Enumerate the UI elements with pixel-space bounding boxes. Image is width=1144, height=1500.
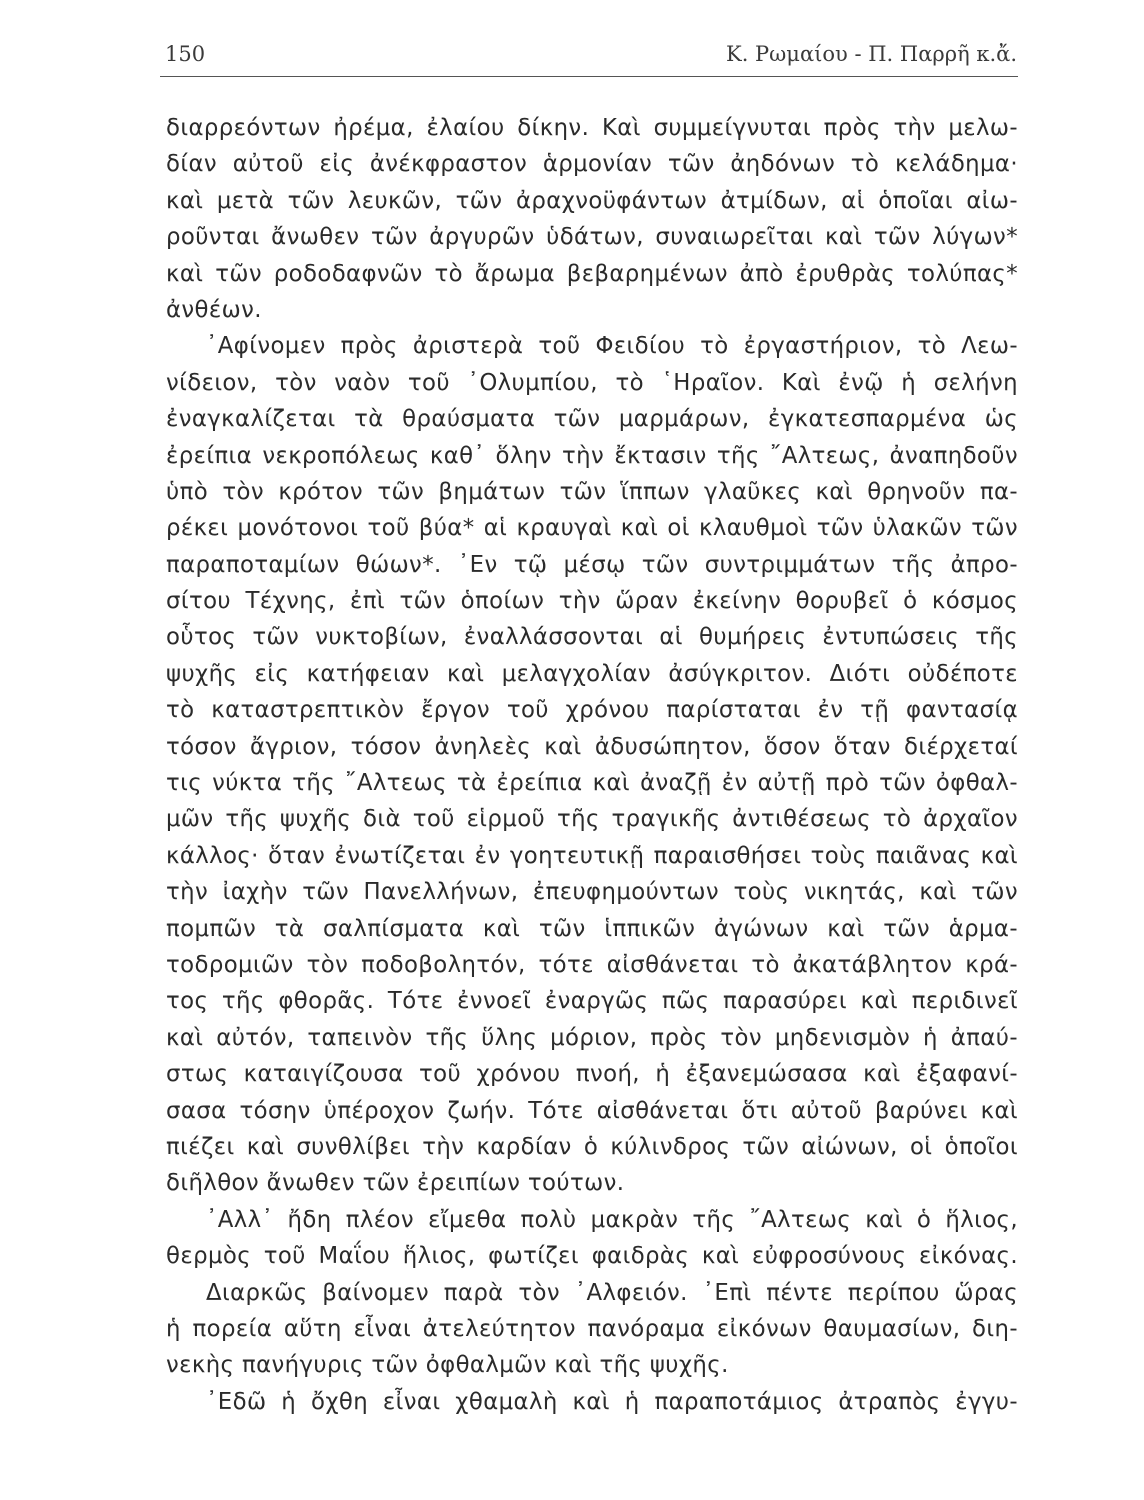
text-line: παραποταμίων θώων*. ᾿Εν τῷ μέσῳ τῶν συντριμμάτων τῆς ἀπρο- <box>166 551 1018 578</box>
text-line: νεκὴς πανήγυρις τῶν ὀφθαλμῶν καὶ τῆς ψυχῆς. <box>166 1352 729 1379</box>
running-head: Κ. Ρωμαίου - Π. Παρρῆ κ.ἄ. <box>726 42 1017 66</box>
text-line: κάλλος· ὅταν ἐνωτίζεται ἐν γοητευτικῇ παραισθήσει τοὺς παιᾶνας καὶ <box>166 842 1018 869</box>
text-line: μῶν τῆς ψυχῆς διὰ τοῦ εἱρμοῦ τῆς τραγικῆς ἀντιθέσεως τὸ ἀρχαῖον <box>166 806 1018 833</box>
text-line: οὗτος τῶν νυκτοβίων, ἐναλλάσσονται αἱ θυμήρεις ἐντυπώσεις τῆς <box>166 624 1018 651</box>
text-line: ἐρείπια νεκροπόλεως καθ᾿ ὅλην τὴν ἔκτασιν τῆς ῎Αλτεως, ἀναπηδοῦν <box>166 442 1018 469</box>
text-line: καὶ μετὰ τῶν λευκῶν, τῶν ἀραχνοϋφάντων ἀτμίδων, αἱ ὁποῖαι αἰω- <box>166 187 1018 214</box>
text-line: ψυχῆς εἰς κατήφειαν καὶ μελαγχολίαν ἀσύγκριτον. Διότι οὐδέποτε <box>166 660 1018 687</box>
text-line: καὶ τῶν ροδοδαφνῶν τὸ ἄρωμα βεβαρημένων ἀπὸ ἐρυθρὰς τολύπας* <box>166 260 1018 287</box>
text-line: ἀνθέων. <box>166 296 262 323</box>
text-line: καὶ αὐτόν, ταπεινὸν τῆς ὕλης μόριον, πρὸς τὸν μηδενισμὸν ἡ ἀπαύ- <box>166 1024 1018 1051</box>
text-line: ἡ πορεία αὕτη εἶναι ἀτελεύτητον πανόραμα εἰκόνων θαυμασίων, διη- <box>166 1315 1018 1342</box>
body-text <box>166 110 1018 1420</box>
page-number: 150 <box>165 42 206 66</box>
text-line: νίδειον, τὸν ναὸν τοῦ ᾿Ολυμπίου, τὸ ῾Ηραῖον. Καὶ ἐνῷ ἡ σελήνη <box>166 369 1018 396</box>
text-line: Διαρκῶς βαίνομεν παρὰ τὸν ᾿Αλφειόν. ᾿Επὶ πέντε περίπου ὥρας <box>206 1279 1018 1306</box>
text-line: ᾿Αφίνομεν πρὸς ἀριστερὰ τοῦ Φειδίου τὸ ἐργαστήριον, τὸ Λεω- <box>206 333 1018 360</box>
text-line: ρέκει μονότονοι τοῦ βύα* αἱ κραυγαὶ καὶ οἱ κλαυθμοὶ τῶν ὑλακῶν τῶν <box>166 515 1018 542</box>
text-line: σασα τόσην ὑπέροχον ζωήν. Τότε αἰσθάνεται ὅτι αὐτοῦ βαρύνει καὶ <box>166 1097 1018 1124</box>
text-line: στως καταιγίζουσα τοῦ χρόνου πνοή, ἡ ἐξανεμώσασα καὶ ἐξαφανί- <box>166 1061 1018 1088</box>
text-line: σίτου Τέχνης, ἐπὶ τῶν ὁποίων τὴν ὥραν ἐκείνην θορυβεῖ ὁ κόσμος <box>166 588 1018 615</box>
text-line: τὴν ἰαχὴν τῶν Πανελλήνων, ἐπευφημούντων τοὺς νικητάς, καὶ τῶν <box>166 879 1018 906</box>
text-line: διαρρεόντων ἠρέμα, ἐλαίου δίκην. Καὶ συμμείγνυται πρὸς τὴν μελω- <box>166 115 1018 141</box>
text-line: ροῦνται ἄνωθεν τῶν ἀργυρῶν ὑδάτων, συναιωρεῖται καὶ τῶν λύγων* <box>166 224 1018 251</box>
text-line: τος τῆς φθορᾶς. Τότε ἐννοεῖ ἐναργῶς πῶς παρασύρει καὶ περιδινεῖ <box>166 988 1018 1015</box>
text-line: διῆλθον ἄνωθεν τῶν ἐρειπίων τούτων. <box>166 1170 625 1197</box>
text-line: πιέζει καὶ συνθλίβει τὴν καρδίαν ὁ κύλινδρος τῶν αἰώνων, οἱ ὁποῖοι <box>166 1133 1018 1160</box>
text-line: τις νύκτα τῆς ῎Αλτεως τὰ ἐρείπια καὶ ἀναζῇ ἐν αὐτῇ πρὸ τῶν ὀφθαλ- <box>166 770 1018 797</box>
text-line: θερμὸς τοῦ Μαΐου ἥλιος, φωτίζει φαιδρὰς καὶ εὐφροσύνους εἰκόνας. <box>166 1243 1018 1270</box>
text-line: ὑπὸ τὸν κρότον τῶν βημάτων τῶν ἵππων γλαῦκες καὶ θρηνοῦν πα- <box>166 478 1018 505</box>
text-line: τοδρομιῶν τὸν ποδοβολητόν, τότε αἰσθάνεται τὸ ἀκατάβλητον κρά- <box>166 951 1018 978</box>
text-line: πομπῶν τὰ σαλπίσματα καὶ τῶν ἱππικῶν ἀγώνων καὶ τῶν ἁρμα- <box>166 915 1018 942</box>
text-line: δίαν αὐτοῦ εἰς ἀνέκφραστον ἁρμονίαν τῶν ἀηδόνων τὸ κελάδημα· <box>166 151 1018 178</box>
page-header <box>165 42 1017 78</box>
text-line: τόσον ἄγριον, τόσον ἀνηλεὲς καὶ ἀδυσώπητον, ὅσον ὅταν διέρχεταί <box>166 733 1018 760</box>
text-line: τὸ καταστρεπτικὸν ἔργον τοῦ χρόνου παρίσταται ἐν τῇ φαντασίᾳ <box>166 697 1018 724</box>
text-line: ἐναγκαλίζεται τὰ θραύσματα τῶν μαρμάρων, ἐγκατεσπαρμένα ὡς <box>166 406 1018 433</box>
text-line: ᾿Αλλ᾿ ἤδη πλέον εἴμεθα πολὺ μακρὰν τῆς ῎Αλτεως καὶ ὁ ἥλιος, <box>206 1206 1018 1233</box>
header-rule <box>160 76 1018 77</box>
text-line: ᾿Εδῶ ἡ ὄχθη εἶναι χθαμαλὴ καὶ ἡ παραποτάμιος ἀτραπὸς ἐγγυ- <box>206 1388 1018 1415</box>
